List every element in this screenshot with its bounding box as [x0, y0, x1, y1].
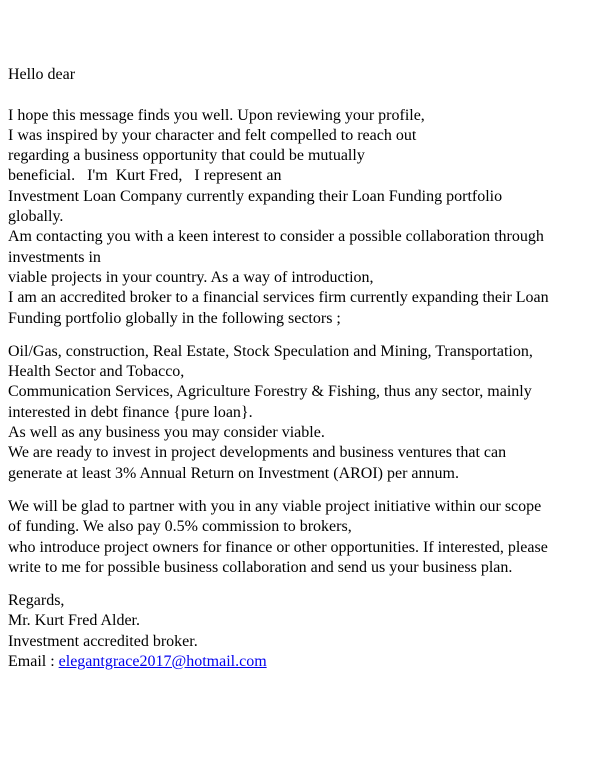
text-line: regarding a business opportunity that could be mutually — [8, 147, 365, 165]
text-line: I am an accredited broker to a financial services firm currently expanding their Loan — [8, 289, 549, 307]
signature-paragraph — [8, 591, 592, 672]
offer-paragraph — [8, 497, 592, 578]
text-line: Health Sector and Tobacco, — [8, 363, 185, 381]
intro-paragraph — [8, 106, 592, 329]
text-line: Communication Services, Agriculture Forestry & Fishing, thus any sector, mainly — [8, 383, 532, 401]
signature-closing: Regards, — [8, 592, 65, 610]
text-line: generate at least 3% Annual Return on Investment (AROI) per annum. — [8, 464, 459, 482]
text-line: interested in debt finance {pure loan}. — [8, 403, 253, 421]
text-line: As well as any business you may consider viable. — [8, 424, 325, 442]
text-line: We will be glad to partner with you in any viable project initiative within our scope — [8, 497, 542, 515]
greeting-paragraph — [8, 65, 592, 106]
text-line: Am contacting you with a keen interest to consider a possible collaboration through — [8, 228, 544, 246]
signature-title: Investment accredited broker. — [8, 632, 198, 650]
text-line: globally. — [8, 208, 64, 226]
email-link[interactable]: elegantgrace2017@hotmail.com — [58, 653, 267, 671]
sectors-paragraph — [8, 342, 592, 484]
text-line: viable projects in your country. As a way of introduction, — [8, 268, 374, 286]
text-line: I was inspired by your character and felt compelled to reach out — [8, 126, 417, 144]
signature-name: Mr. Kurt Fred Alder. — [8, 612, 140, 630]
greeting-line: Hello dear — [8, 66, 76, 83]
text-line: beneficial. I'm Kurt Fred, I represent an — [8, 167, 282, 185]
text-line: Funding portfolio globally in the following sectors ; — [8, 309, 341, 327]
email-label: Email : — [8, 653, 59, 671]
text-line: I hope this message finds you well. Upon reviewing your profile, — [8, 106, 425, 124]
text-line: Oil/Gas, construction, Real Estate, Stock Speculation and Mining, Transportation, — [8, 342, 533, 360]
text-line: who introduce project owners for finance or other opportunities. If interested, please — [8, 538, 548, 556]
text-line: of funding. We also pay 0.5% commission to brokers, — [8, 518, 352, 536]
text-line: write to me for possible business collaboration and send us your business plan. — [8, 558, 513, 576]
text-line: We are ready to invest in project developments and business ventures that can — [8, 444, 507, 462]
blank-line — [8, 85, 592, 105]
text-line: investments in — [8, 248, 101, 266]
text-line: Investment Loan Company currently expanding their Loan Funding portfolio — [8, 187, 503, 205]
email-contact-line — [8, 652, 592, 672]
